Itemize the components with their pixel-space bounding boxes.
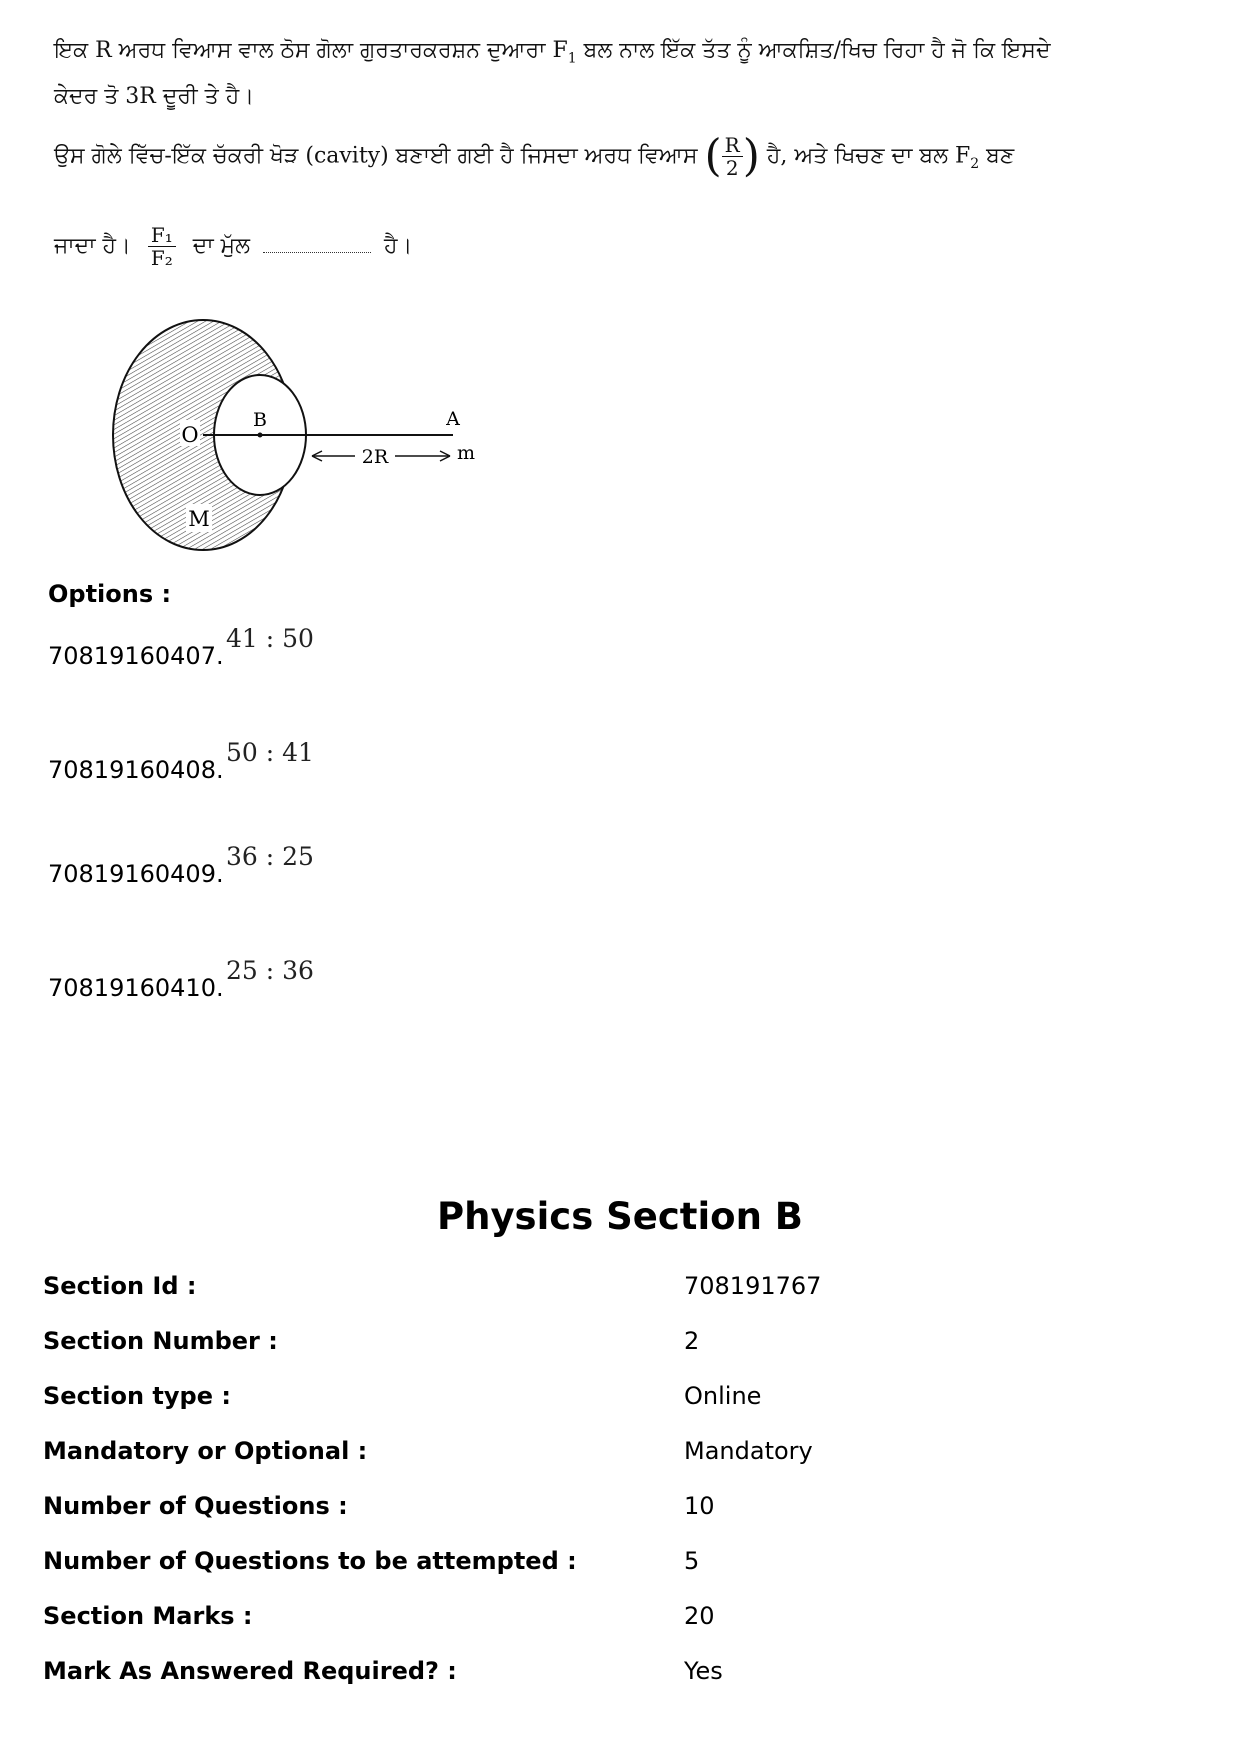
questions-attempted-label: Number of Questions to be attempted :	[43, 1547, 577, 1575]
mandatory-value: Mandatory	[684, 1437, 813, 1465]
question-line-3	[54, 130, 1015, 182]
question-line-3-end: ਬਣ	[979, 143, 1015, 169]
question-line-4-pre: ਜਾਦਾ ਹੈ।	[54, 233, 131, 259]
question-line-1-pre: ਇਕ R ਅਰਧ ਵਿਆਸ ਵਾਲ ਠੋਸ ਗੋਲਾ ਗੁਰਤਾਰਕਰਸ਼ਨ ਦੁਆਰਾ F	[54, 38, 568, 63]
fraction-r-over-2	[722, 134, 743, 179]
question-line-1	[54, 38, 1051, 66]
question-line-3-post: ਹੈ, ਅਤੇ ਖਿਚਣ ਦਾ ਬਲ F	[759, 143, 971, 169]
option-3-id: 70819160409.	[48, 860, 224, 888]
section-info-row	[43, 1327, 1193, 1361]
option-1-id: 70819160407.	[48, 642, 224, 670]
section-type-label: Section type :	[43, 1382, 231, 1410]
question-line-2-text: ਕੇਦਰ ਤੋ 3R ਦੂਰੀ ਤੇ ਹੈ।	[54, 84, 255, 109]
section-number-value: 2	[684, 1327, 700, 1355]
fraction-denominator: 2	[725, 156, 739, 180]
section-info-row	[43, 1437, 1193, 1471]
question-count-label: Number of Questions :	[43, 1492, 348, 1520]
force-subscript-1: 1	[567, 50, 577, 67]
section-info-row	[43, 1382, 1193, 1416]
section-number-label: Section Number :	[43, 1327, 278, 1355]
option-1-value: 41 : 50	[226, 624, 314, 653]
question-line-4-end: ਹੈ।	[383, 233, 413, 259]
question-line-1-post: ਬਲ ਨਾਲ ਇੱਕ ਤੱਤ ਨੂੰ ਆਕਸ਼ਿਤ/ਖਿਚ ਰਿਹਾ ਹੈ ਜੋ ਕਿ ਇਸਦੇ	[576, 38, 1051, 63]
option-4-value: 25 : 36	[226, 956, 314, 985]
paren-close: )	[742, 130, 760, 182]
point-b	[258, 433, 263, 438]
section-marks-label: Section Marks :	[43, 1602, 253, 1630]
options-heading: Options :	[48, 580, 172, 608]
label-a: A	[446, 408, 460, 430]
section-info-row	[43, 1547, 1193, 1581]
paren-open: (	[704, 130, 722, 182]
section-title: Physics Section B	[436, 1195, 803, 1238]
sphere-cavity-diagram	[110, 316, 490, 556]
section-info-row	[43, 1492, 1193, 1526]
question-line-3-pre: ਉਸ ਗੋਲੇ ਵਿੱਚ-ਇੱਕ ਚੱਕਰੀ ਖੋੜ (cavity) ਬਣਾਈ ਗਈ ਹੈ ਜਿਸਦਾ ਅਰਧ ਵਿਆਸ	[54, 143, 698, 169]
option-3[interactable]	[48, 842, 314, 888]
fraction-f2: F₂	[150, 246, 173, 270]
mandatory-label: Mandatory or Optional :	[43, 1437, 368, 1465]
question-line-4-mid: ਦਾ ਮੁੱਲ	[192, 233, 250, 259]
section-info-row	[43, 1602, 1193, 1636]
option-2[interactable]	[48, 738, 314, 784]
section-type-value: Online	[684, 1382, 762, 1410]
mark-answered-value: Yes	[684, 1657, 723, 1685]
option-3-value: 36 : 25	[226, 842, 314, 871]
option-4-id: 70819160410.	[48, 974, 224, 1002]
fraction-f1-over-f2	[148, 224, 176, 269]
answer-blank	[263, 234, 371, 253]
label-o: O	[181, 423, 199, 447]
section-info-row	[43, 1272, 1193, 1306]
fraction-numerator: R	[722, 134, 743, 157]
label-2r: 2R	[361, 446, 389, 468]
option-2-value: 50 : 41	[226, 738, 314, 767]
questions-attempted-value: 5	[684, 1547, 700, 1575]
question-line-4	[54, 224, 412, 269]
option-2-id: 70819160408.	[48, 756, 224, 784]
question-count-value: 10	[684, 1492, 715, 1520]
section-id-label: Section Id :	[43, 1272, 197, 1300]
option-4[interactable]	[48, 956, 314, 1002]
fraction-f1: F₁	[148, 224, 176, 247]
section-info-row	[43, 1657, 1193, 1691]
option-1[interactable]	[48, 624, 314, 670]
force-subscript-2: 2	[970, 155, 980, 172]
section-marks-value: 20	[684, 1602, 715, 1630]
label-m-lower: m	[456, 442, 476, 464]
question-line-2	[54, 84, 254, 109]
section-id-value: 708191767	[684, 1272, 822, 1300]
mark-answered-label: Mark As Answered Required? :	[43, 1657, 457, 1685]
label-b: B	[253, 409, 267, 431]
label-m-upper: M	[188, 507, 210, 531]
